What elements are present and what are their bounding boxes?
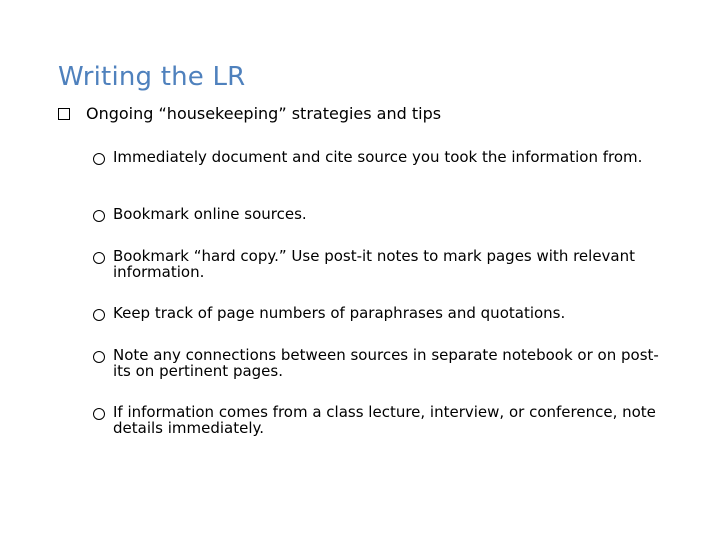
circle-bullet-icon bbox=[93, 252, 105, 264]
sub-bullet-text: If information comes from a class lecture, interview, or conference, note details immediately. bbox=[113, 403, 656, 437]
sub-bullet-item bbox=[93, 149, 693, 165]
sub-bullet-text: Keep track of page numbers of paraphrases and quotations. bbox=[113, 304, 566, 322]
main-bullet-text: Ongoing “housekeeping” strategies and tips bbox=[86, 104, 442, 123]
circle-bullet-icon bbox=[93, 351, 105, 363]
sub-bullet-item bbox=[93, 404, 693, 436]
circle-bullet-icon bbox=[93, 309, 105, 321]
sub-bullet-text: Bookmark “hard copy.” Use post-it notes to mark pages with relevant information. bbox=[113, 247, 636, 281]
sub-bullet-item bbox=[93, 347, 693, 379]
main-bullet-item bbox=[58, 104, 441, 124]
sub-bullet-text: Note any connections between sources in separate notebook or on post-its on pertinent pages. bbox=[113, 346, 659, 380]
circle-bullet-icon bbox=[93, 408, 105, 420]
square-bullet-icon bbox=[58, 108, 70, 120]
circle-bullet-icon bbox=[93, 153, 105, 165]
sub-bullet-text: Immediately document and cite source you took the information from. bbox=[113, 148, 643, 166]
sub-bullet-item bbox=[93, 305, 693, 321]
slide-title: Writing the LR bbox=[58, 62, 246, 92]
sub-bullet-text: Bookmark online sources. bbox=[113, 205, 307, 223]
circle-bullet-icon bbox=[93, 210, 105, 222]
sub-bullet-item bbox=[93, 206, 693, 222]
sub-bullet-item bbox=[93, 248, 693, 280]
